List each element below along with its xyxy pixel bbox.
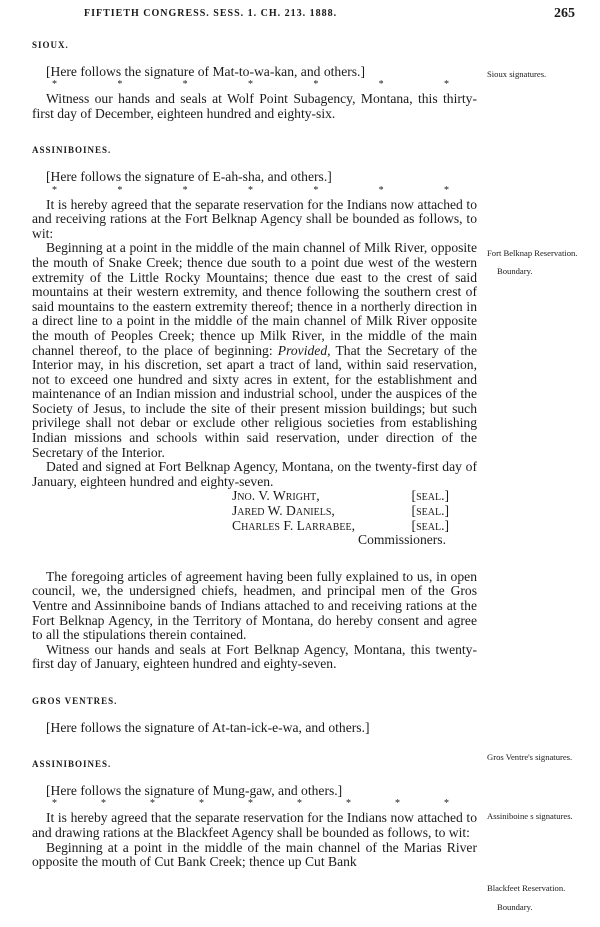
- star: *: [297, 798, 302, 810]
- seal-mark: [seal.]: [411, 517, 449, 533]
- star: *: [395, 798, 400, 810]
- star: *: [52, 184, 57, 196]
- star: *: [199, 798, 204, 810]
- star: *: [117, 79, 123, 91]
- margin-note-assiniboine: Assiniboine s signatures.: [487, 811, 573, 821]
- star: *: [443, 184, 449, 196]
- commissioner-name: Jared W. Daniels,: [232, 503, 335, 519]
- seal-mark: [seal.]: [411, 503, 449, 519]
- boundary-text-b: That the Secretary of the Interior may, in his discretion, set apart a tract of land, within said reservation, not to exceed one hundred and sixty acres in extent, for the establishment and maintenance of an Indian mission and industrial school, under the auspices of the Society of Jesus, to include the site of their present mission buildings; but such privilege shall not debar or exclude other religious societies from establishing Indian missions and schools within said reservation, under direction of the Secretary of the Interior.: [32, 342, 477, 460]
- section-heading-sioux: SIOUX.: [32, 40, 69, 50]
- seal-mark: [seal.]: [411, 488, 449, 504]
- main-text: [32, 38, 477, 870]
- signature-row: [232, 504, 449, 519]
- signature-note-assiniboines: [Here follows the signature of E-ah-sha, and others.]: [46, 168, 332, 184]
- signature-row: [232, 519, 449, 534]
- star: *: [182, 79, 188, 91]
- star: *: [117, 184, 123, 196]
- star: *: [247, 79, 253, 91]
- ellipsis-stars: [32, 80, 477, 90]
- provided-clause: Provided,: [277, 342, 331, 358]
- boundary-text-a: Beginning at a point in the middle of the main channel of Milk River, opposite the mouth of Snake Creek; thence due south to a point due west of the western extremity of the Little Rocky Mountains; thence due east to the crest of said mountains at their western extremity, and thence following the southern crest of said mountains to the eastern extremity thereof; thence in a northerly direction in a direct line to a point in the middle of the main channel of Milk River opposite the mouth of Peoples Creek; thence up Milk River, in the middle of the main channel thereof, to the place of beginning:: [32, 240, 477, 358]
- star: *: [443, 79, 449, 91]
- star: *: [150, 798, 155, 810]
- margin-note-sioux-signatures: Sioux signatures.: [487, 69, 547, 79]
- signature-note-mung-gaw: [Here follows the signature of Mung-gaw, and others.]: [46, 782, 343, 798]
- fort-belknap-agreement: It is hereby agreed that the separate reservation for the Indians now attached to and receiving rations at the Fort Belknap Agency shall be bounded as follows, to wit:: [32, 196, 477, 241]
- commissioner-name: Jno. V. Wright,: [232, 488, 320, 504]
- margin-note-fort-belknap: Fort Belknap Reservation.: [487, 248, 578, 258]
- running-head: FIFTIETH CONGRESS. SESS. 1. CH. 213. 1888.: [84, 8, 338, 19]
- star: *: [52, 79, 57, 91]
- signature-row: [232, 489, 449, 504]
- blackfeet-boundary: Beginning at a point in the middle of the main channel of the Marias River opposite the mouth of Cut Bank Creek; thence up Cut Bank: [32, 839, 477, 870]
- margin-note-gros-ventres: Gros Ventre's signatures.: [487, 752, 573, 762]
- ellipsis-stars: [32, 186, 477, 196]
- consent-paragraph: The foregoing articles of agreement having been fully explained to us, in open council, we, the undersigned chiefs, headmen, and principal men of the Gros Ventre and Assinniboine bands of Indians attached to and receiving rations at the Fort Belknap Agency, in the Territory of Montana, do hereby consent and agree to all the stipulations therein contained.: [32, 568, 477, 643]
- star: *: [248, 798, 253, 810]
- margin-note-boundary: Boundary.: [497, 266, 533, 276]
- signature-note-sioux: [Here follows the signature of Mat-to-wa-kan, and others.]: [46, 63, 365, 79]
- section-heading-assiniboines-2: ASSINIBOINES.: [32, 759, 112, 770]
- star: *: [313, 184, 319, 196]
- star: *: [182, 184, 188, 196]
- fort-belknap-dated: Dated and signed at Fort Belknap Agency, Montana, on the twenty-first day of January, eighteen hundred and eighty-seven.: [32, 459, 477, 489]
- margin-note-blackfeet: Blackfeet Reservation.: [487, 883, 566, 893]
- star: *: [378, 184, 384, 196]
- commissioners-label: Commissioners.: [358, 532, 446, 548]
- star: *: [378, 79, 384, 91]
- star: *: [346, 798, 351, 810]
- commissioner-name: Charles F. Larrabee,: [232, 517, 355, 533]
- page-header: [30, 8, 575, 26]
- signature-note-gros-ventres: [Here follows the signature of At-tan-ick-e-wa, and others.]: [46, 719, 370, 735]
- star: *: [444, 798, 449, 810]
- star: *: [313, 79, 319, 91]
- witness-wolf-point: Witness our hands and seals at Wolf Point Subagency, Montana, this thirty-first day of December, eighteen hundred and eighty-six.: [32, 91, 477, 121]
- fort-belknap-boundary: [32, 241, 477, 460]
- star: *: [101, 798, 106, 810]
- page-number: 265: [554, 6, 575, 21]
- star: *: [247, 184, 253, 196]
- margin-note-blackfeet-boundary: Boundary.: [497, 902, 533, 912]
- star: *: [52, 798, 57, 810]
- section-heading-gros-ventres: GROS VENTRES.: [32, 695, 118, 706]
- witness-fort-belknap: Witness our hands and seals at Fort Belknap Agency, Montana, this twenty-first day of January, eighteen hundred and eighty-seven.: [32, 641, 477, 672]
- ellipsis-stars: [32, 799, 477, 809]
- blackfeet-agreement: It is hereby agreed that the separate reservation for the Indians now attached to and drawing rations at the Blackfeet Agency shall be bounded as follows, to wit:: [32, 810, 477, 840]
- section-heading-assiniboines: ASSINIBOINES.: [32, 145, 112, 156]
- commissioner-signatures: [232, 489, 449, 547]
